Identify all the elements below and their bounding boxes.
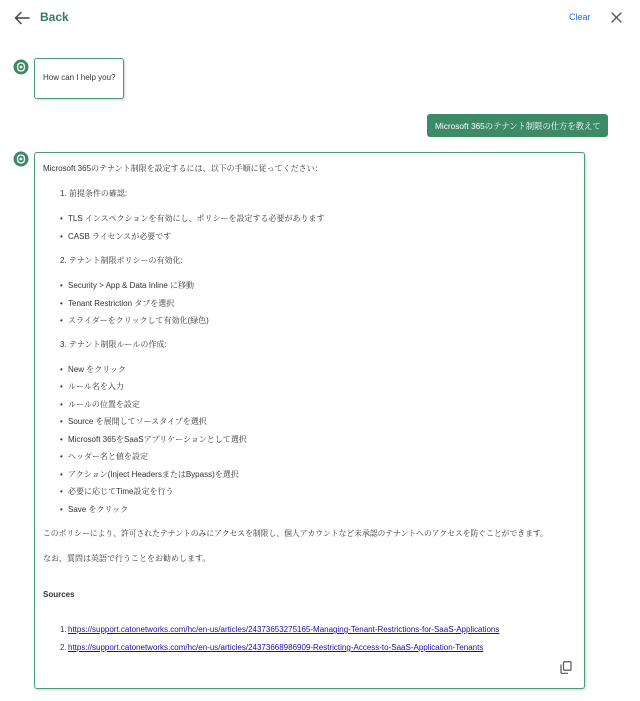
step-3-title: 3. テナント制限ルールの作成: <box>60 340 167 349</box>
source-link-1[interactable]: https://support.catonetworks.com/hc/en-us/articles/24373653275165-Managing-Tenant-Restrictions-for-SaaS-Applications <box>68 625 500 634</box>
user-message-text: Microsoft 365のテナント制限の仕方を教えて <box>435 121 601 131</box>
list-item: • ルールの位置を設定 <box>68 400 140 410</box>
arrow-left-icon[interactable] <box>14 11 30 25</box>
bot-greeting-bubble <box>34 58 124 99</box>
list-item: • TLS インスペクションを有効にし、ポリシーを設定する必要があります <box>68 214 325 224</box>
list-item: • アクション(Inject HeadersまたはBypass)を選択 <box>68 470 239 480</box>
bot-avatar-icon <box>13 151 29 167</box>
clear-button[interactable]: Clear <box>569 12 591 22</box>
close-icon[interactable] <box>611 12 622 23</box>
chat-header <box>0 0 640 36</box>
answer-intro: Microsoft 365のテナント制限を設定するには、以下の手順に従ってください： <box>43 164 323 173</box>
list-item: • Tenant Restriction タブを選択 <box>68 299 174 309</box>
list-item: • CASB ライセンスが必要です <box>68 232 171 242</box>
step-1-title: 1. 前提条件の確認: <box>60 189 128 198</box>
list-item: • スライダーをクリックして有効化(緑色) <box>68 316 209 326</box>
source-number: 2. <box>60 643 67 652</box>
list-item: • New をクリック <box>68 365 126 375</box>
list-item: • ルール名を入力 <box>68 382 124 392</box>
list-item: • ヘッダー名と値を設定 <box>68 452 148 462</box>
greeting-text: How can I help you? <box>43 73 116 82</box>
list-item: • Save をクリック <box>68 505 128 515</box>
bot-answer-bubble <box>34 152 585 689</box>
list-item: • 必要に応じてTime設定を行う <box>68 487 173 497</box>
step-2-title: 2. テナント制限ポリシーの有効化: <box>60 256 183 265</box>
bot-avatar-icon <box>13 59 29 75</box>
sources-heading: Sources <box>43 590 75 599</box>
answer-summary: このポリシーにより、許可されたテナントのみにアクセスを制限し、個人アカウントなど未承認のテナントへのアクセスを防ぐことができます。 <box>43 529 548 538</box>
copy-icon[interactable] <box>560 661 572 674</box>
user-message-bubble <box>427 114 608 137</box>
list-item: • Microsoft 365をSaaSアプリケーションとして選択 <box>68 435 247 445</box>
answer-note: なお、質問は英語で行うことをお勧めします。 <box>43 554 211 563</box>
back-button[interactable]: Back <box>40 10 69 24</box>
list-item: • Source を展開してソースタイプを選択 <box>68 417 207 427</box>
source-link-2[interactable]: https://support.catonetworks.com/hc/en-us/articles/24373668986909-Restricting-Access-to-SaaS-Application-Tenants <box>68 643 484 652</box>
source-number: 1. <box>60 625 67 634</box>
list-item: • Security > App & Data Inline に移動 <box>68 281 194 291</box>
